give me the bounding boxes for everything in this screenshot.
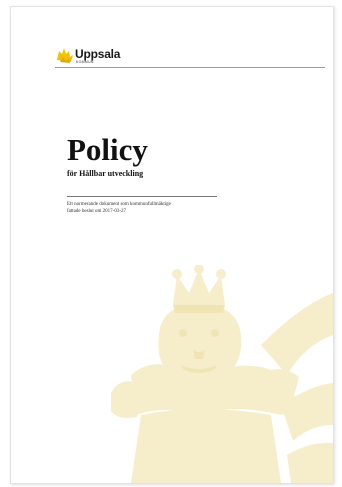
uppsala-logo (55, 45, 125, 65)
title-divider (67, 196, 217, 197)
uppsala-lion-logo-icon (55, 45, 75, 65)
document-description (67, 201, 227, 215)
lion-watermark-icon (111, 265, 333, 483)
logo-name: Uppsala (75, 47, 121, 61)
logo-subtitle: KOMMUN (76, 60, 94, 64)
document-title: Policy (67, 132, 148, 167)
description-line: Ett normerande dokument som kommunfullmäktige (67, 202, 171, 207)
document-subtitle: för Hållbar utveckling (67, 169, 144, 178)
description-line: fattade beslut om 2017-03-27 (67, 209, 127, 214)
header-divider (55, 67, 325, 68)
document-page (10, 6, 334, 484)
